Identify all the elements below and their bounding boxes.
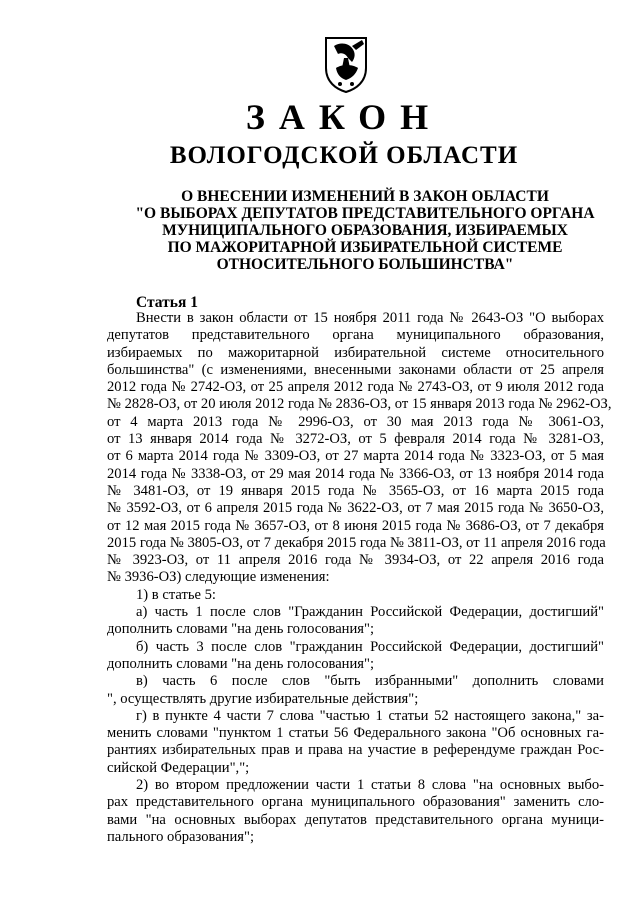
- text-line: в) часть 6 после слов "быть избранными" дополнить словами: [136, 673, 604, 690]
- text-line: пального образования";: [107, 828, 255, 845]
- text-line: сийской Федерации",";: [107, 759, 250, 776]
- text-line: избираемых по мажоритарной избирательной системе относительного: [107, 344, 604, 361]
- text-line: 1) в статье 5:: [136, 586, 216, 603]
- text-line: № 2828-ОЗ, от 20 июля 2012 года № 2836-ОЗ, от 15 января 2013 года № 2962-ОЗ,: [107, 396, 612, 413]
- text-line: 2012 года № 2742-ОЗ, от 25 апреля 2012 года № 2743-ОЗ, от 9 июля 2012 года: [107, 379, 604, 396]
- text-line: ", осуществлять другие избирательные действия";: [107, 690, 419, 707]
- text-line: а) часть 1 после слов "Гражданин Российской Федерации, достигший": [136, 604, 604, 621]
- text-line: б) часть 3 после слов "гражданин Российской Федерации, достигший": [136, 638, 604, 655]
- text-line: 2) во втором предложении части 1 статьи 8 слова "на основных выбо-: [136, 777, 604, 794]
- text-line: Внести в закон области от 15 ноября 2011 года № 2643-ОЗ "О выборах: [136, 310, 604, 326]
- subtitle-line: ПО МАЖОРИТАРНОЙ ИЗБИРАТЕЛЬНОЙ СИСТЕМЕ: [167, 239, 563, 256]
- text-line: № 3936-ОЗ) следующие изменения:: [107, 569, 330, 586]
- text-line: от 6 марта 2014 года № 3309-ОЗ, от 27 марта 2014 года № 3323-ОЗ, от 5 мая: [107, 448, 604, 465]
- law-title: ЗАКОН: [245, 97, 443, 137]
- subtitle-line: О ВНЕСЕНИИ ИЗМЕНЕНИЙ В ЗАКОН ОБЛАСТИ: [181, 188, 549, 205]
- text-line: № 3481-ОЗ, от 19 января 2015 года № 3565-ОЗ, от 16 марта 2015 года: [107, 482, 604, 499]
- subtitle-line: "О ВЫБОРАХ ДЕПУТАТОВ ПРЕДСТАВИТЕЛЬНОГО ОРГАНА: [135, 205, 595, 222]
- article-body: [107, 310, 612, 846]
- text-line: № 3923-ОЗ, от 11 апреля 2016 года № 3934-ОЗ, от 22 апреля 2016 года: [107, 552, 604, 569]
- text-line: депутатов представительного органа муниципального образования,: [107, 327, 604, 344]
- text-line: вами "на основных выборах депутатов представительного органа муници-: [107, 811, 604, 828]
- text-line: менить словами "пунктом 1 статьи 56 Федерального закона "Об основных га-: [107, 725, 604, 742]
- text-line: от 13 января 2014 года № 3272-ОЗ, от 5 февраля 2014 года № 3281-ОЗ,: [107, 431, 604, 448]
- text-line: 2014 года № 3338-ОЗ, от 29 мая 2014 года № 3366-ОЗ, от 13 ноября 2014 года: [107, 465, 604, 482]
- article-heading: Статья 1: [136, 294, 198, 311]
- text-line: от 12 мая 2015 года № 3657-ОЗ, от 8 июня 2015 года № 3686-ОЗ, от 7 декабря: [107, 517, 604, 534]
- law-subtitle: [110, 188, 620, 273]
- subtitle-line: МУНИЦИПАЛЬНОГО ОБРАЗОВАНИЯ, ИЗБИРАЕМЫХ: [162, 222, 568, 239]
- coat-of-arms-icon: [322, 34, 370, 94]
- text-line: г) в пункте 4 части 7 слова "частью 1 статьи 52 настоящего закона," за-: [136, 707, 604, 724]
- text-line: № 3592-ОЗ, от 6 апреля 2015 года № 3622-ОЗ, от 7 мая 2015 года № 3650-ОЗ,: [107, 500, 604, 517]
- text-line: дополнить словами "на день голосования";: [107, 621, 375, 638]
- text-line: от 4 марта 2013 года № 2996-ОЗ, от 30 мая 2013 года № 3061-ОЗ,: [107, 413, 604, 430]
- text-line: рах представительного органа муниципального образования" заменить сло-: [107, 794, 604, 811]
- text-line: дополнить словами "на день голосования";: [107, 655, 375, 672]
- text-line: 2015 года № 3805-ОЗ, от 7 декабря 2015 года № 3811-ОЗ, от 11 апреля 2016 года: [107, 534, 606, 551]
- region-title: ВОЛОГОДСКОЙ ОБЛАСТИ: [169, 142, 519, 169]
- text-line: рантиях избирательных прав и права на участие в референдуме граждан Рос-: [107, 742, 604, 759]
- text-line: большинства" (с изменениями, внесенными законами области от 25 апреля: [107, 361, 604, 378]
- subtitle-line: ОТНОСИТЕЛЬНОГО БОЛЬШИНСТВА": [216, 256, 514, 273]
